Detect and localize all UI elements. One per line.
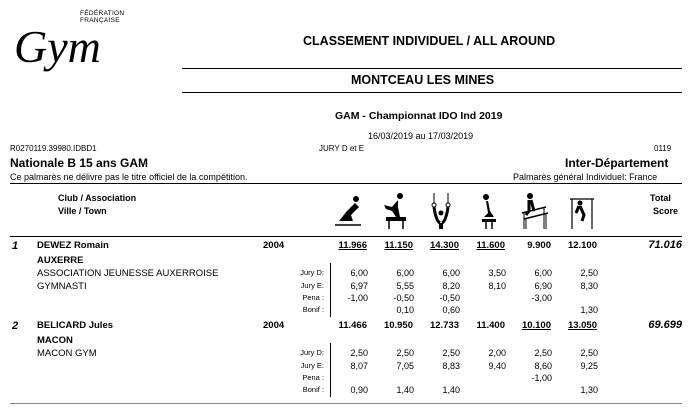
town-column-header: Ville / Town xyxy=(58,206,107,216)
jury-e-value: 8,10 xyxy=(488,281,506,291)
score-highbar: 13.050 xyxy=(567,320,597,331)
score-rings: 14.300 xyxy=(429,240,459,251)
bonif-label: Bonif : xyxy=(302,305,324,314)
details-separator xyxy=(330,343,331,397)
reference-code: R0270119.39980.IDBD1 xyxy=(10,144,97,153)
page-bottom-divider xyxy=(10,403,682,404)
jury-d-value: 2,50 xyxy=(442,348,460,358)
jury-d-value: 6,00 xyxy=(350,268,368,278)
total-score: 71.016 xyxy=(648,239,682,251)
jury-e-value: 5,55 xyxy=(396,281,414,291)
bonif-value: 1,40 xyxy=(442,385,460,395)
score-highbar: 12.100 xyxy=(567,240,597,251)
report-title: CLASSEMENT INDIVIDUEL / ALL AROUND xyxy=(303,34,556,48)
jury-d-value: 2,00 xyxy=(488,348,506,358)
bonif-value: 0,10 xyxy=(396,305,414,315)
parallel-bars-icon xyxy=(520,191,550,231)
club-column-header: Club / Association xyxy=(58,193,137,203)
score-floor: 11.966 xyxy=(338,240,367,251)
category-title: Nationale B 15 ans GAM xyxy=(10,156,149,170)
athlete-name: DEWEZ Romain xyxy=(37,240,109,251)
jury-e-value: 9,40 xyxy=(488,361,506,371)
club-name: ASSOCIATION JEUNESSE AUXERROISE xyxy=(37,268,219,279)
rings-icon xyxy=(426,191,456,231)
divider xyxy=(182,92,682,93)
birth-year: 2004 xyxy=(263,320,285,331)
jury-d-label: Jury D: xyxy=(300,348,324,357)
logo-text: Gym xyxy=(14,21,101,72)
pena-value: -1,00 xyxy=(347,293,368,303)
jury-d-value: 6,00 xyxy=(534,268,552,278)
total-column-header: Total xyxy=(650,193,671,203)
score-rings: 12.733 xyxy=(429,320,459,331)
jury-e-label: Jury E: xyxy=(300,361,324,370)
score-parallel: 10.100 xyxy=(521,320,551,331)
score-parallel: 9.900 xyxy=(527,240,551,251)
scope-label: Palmarès général Individuel: France xyxy=(513,172,658,182)
gym-logo-icon xyxy=(10,18,140,78)
bonif-value: 0,90 xyxy=(350,385,368,395)
score-pommel: 11.150 xyxy=(384,240,413,251)
jury-d-value: 2,50 xyxy=(580,268,598,278)
score-vault: 11.600 xyxy=(476,240,505,251)
bonif-value: 0,60 xyxy=(442,305,460,315)
pena-label: Pena : xyxy=(302,373,324,382)
bonif-value: 1,40 xyxy=(396,385,414,395)
jury-e-value: 8,83 xyxy=(442,361,460,371)
jury-d-value: 2,50 xyxy=(580,348,598,358)
ffgym-logo xyxy=(10,8,140,78)
pena-label: Pena : xyxy=(302,293,324,302)
rank: 2 xyxy=(12,320,19,332)
score-vault: 11.400 xyxy=(476,320,505,331)
jury-e-value: 8,07 xyxy=(350,361,368,371)
jury-d-value: 6,00 xyxy=(396,268,414,278)
bonif-value: 1,30 xyxy=(580,385,598,395)
athlete-name: BELICARD Jules xyxy=(37,320,114,331)
table-header-divider xyxy=(10,236,682,237)
details-separator xyxy=(330,263,331,317)
bonif-value: 1,30 xyxy=(580,305,598,315)
athlete-city: MACON xyxy=(37,335,73,346)
jury-d-value: 2,50 xyxy=(350,348,368,358)
score-floor: 11.466 xyxy=(338,320,367,331)
level-title: Inter-Département xyxy=(565,156,669,170)
jury-d-label: Jury D: xyxy=(300,268,324,277)
jury-e-value: 8,30 xyxy=(580,281,598,291)
pena-value: -3,00 xyxy=(531,293,552,303)
header-divider xyxy=(10,183,682,184)
bonif-label: Bonif : xyxy=(302,385,324,394)
disclaimer: Ce palmarès ne délivre pas le titre officiel de la compétition. xyxy=(10,172,248,182)
jury-label: JURY D et E xyxy=(319,144,365,153)
page-code: 0119 xyxy=(654,144,672,153)
pena-value: -0,50 xyxy=(393,293,414,303)
club-name: MACON GYM xyxy=(37,348,97,359)
jury-e-value: 9,25 xyxy=(580,361,598,371)
jury-e-value: 7,05 xyxy=(396,361,414,371)
jury-e-value: 6,97 xyxy=(350,281,368,291)
rank: 1 xyxy=(12,240,19,252)
city-title: MONTCEAU LES MINES xyxy=(351,73,495,87)
athlete-city: AUXERRE xyxy=(37,255,84,266)
jury-d-value: 3,50 xyxy=(488,268,506,278)
federation-line2: FRANÇAISE xyxy=(80,17,120,24)
jury-d-value: 6,00 xyxy=(442,268,460,278)
club-name-continued: GYMNASTI xyxy=(37,281,87,292)
competition-dates: 16/03/2019 au 17/03/2019 xyxy=(368,131,474,141)
jury-e-value: 6,90 xyxy=(534,281,552,291)
divider xyxy=(182,68,682,69)
total-score: 69.699 xyxy=(648,319,682,331)
jury-e-value: 8,60 xyxy=(534,361,552,371)
competition-title: GAM - Championnat IDO Ind 2019 xyxy=(335,110,503,122)
high-bar-icon xyxy=(566,191,596,231)
jury-d-value: 2,50 xyxy=(396,348,414,358)
pommel-horse-icon xyxy=(380,191,410,231)
jury-e-label: Jury E: xyxy=(300,281,324,290)
vault-icon xyxy=(474,191,504,231)
birth-year: 2004 xyxy=(263,240,285,251)
pena-value: -0,50 xyxy=(439,293,460,303)
jury-e-value: 8,20 xyxy=(442,281,460,291)
federation-line1: FÉDÉRATION xyxy=(80,10,125,17)
score-column-header: Score xyxy=(653,206,679,216)
score-pommel: 10.950 xyxy=(383,320,413,331)
floor-icon xyxy=(333,191,363,231)
jury-d-value: 2,50 xyxy=(534,348,552,358)
pena-value: -1,00 xyxy=(531,373,552,383)
